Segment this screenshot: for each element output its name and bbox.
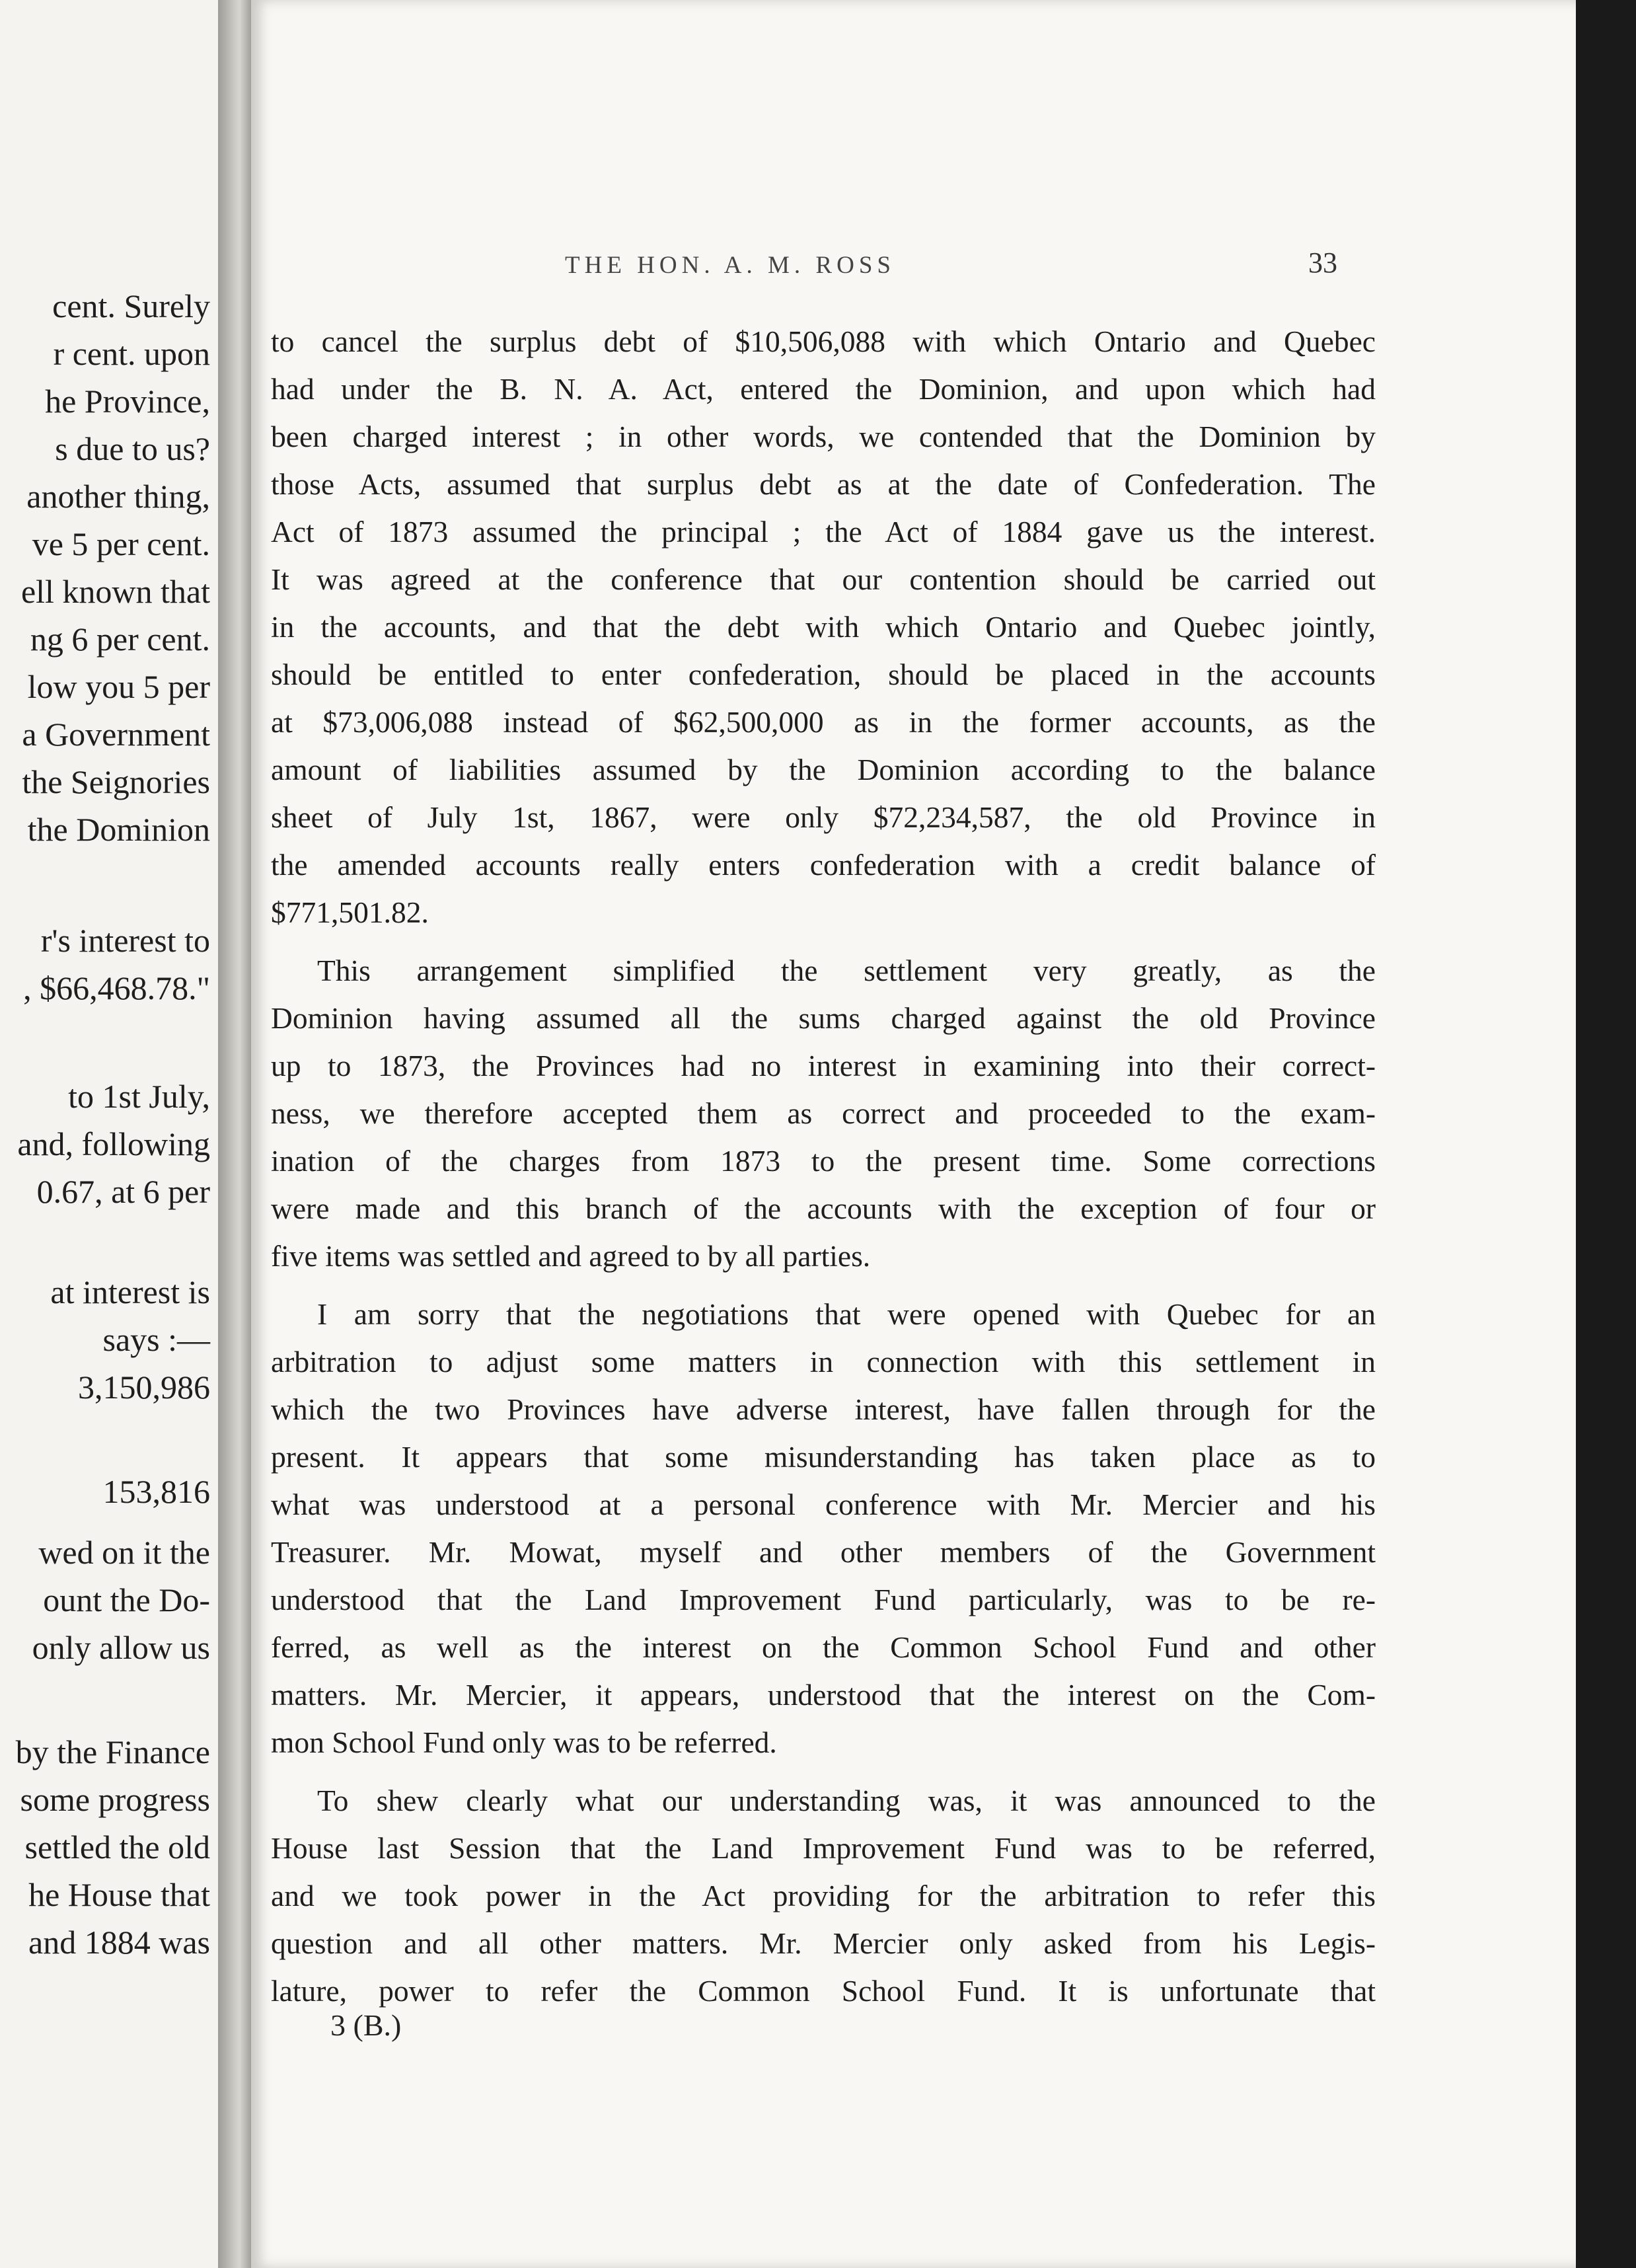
left-page-line: 3,150,986 bbox=[78, 1369, 210, 1406]
body-line: at $73,006,088 instead of $62,500,000 as in the former accounts, as the bbox=[271, 705, 1376, 739]
body-line: Treasurer. Mr. Mowat, myself and other members of the Government bbox=[271, 1535, 1376, 1569]
left-page-line: ve 5 per cent. bbox=[32, 525, 210, 562]
left-page-line: he House that bbox=[28, 1876, 210, 1913]
body-line: were made and this branch of the accounts with the exception of four or bbox=[271, 1191, 1376, 1225]
body-line: mon School Fund only was to be referred. bbox=[271, 1725, 777, 1759]
body-line: arbitration to adjust some matters in connection with this settlement in bbox=[271, 1345, 1376, 1379]
body-line: lature, power to refer the Common School Fund. It is unfortunate that bbox=[271, 1974, 1376, 2008]
body-line: those Acts, assumed that surplus debt as at the date of Confederation. The bbox=[271, 467, 1376, 501]
left-page-line: wed on it the bbox=[38, 1534, 210, 1571]
left-page-line: the Seignories bbox=[22, 763, 210, 800]
body-line: House last Session that the Land Improvement Fund was to be referred, bbox=[271, 1831, 1376, 1865]
body-line: should be entitled to enter confederation, should be placed in the accounts bbox=[271, 658, 1376, 691]
left-page-line: cent. Surely bbox=[52, 287, 210, 324]
signature-mark: 3 (B.) bbox=[330, 2008, 402, 2042]
left-page-line: only allow us bbox=[32, 1629, 210, 1666]
left-page-line: and, following bbox=[17, 1125, 210, 1162]
body-line: ferred, as well as the interest on the Common School Fund and other bbox=[271, 1630, 1376, 1664]
left-page-line: at interest is bbox=[50, 1273, 210, 1310]
body-line: which the two Provinces have adverse interest, have fallen through for the bbox=[271, 1392, 1376, 1426]
running-header: THE HON. A. M. ROSS bbox=[565, 252, 895, 279]
body-line: in the accounts, and that the debt with which Ontario and Quebec jointly, bbox=[271, 610, 1376, 644]
left-page-line: by the Finance bbox=[15, 1733, 210, 1770]
left-page-line: s due to us? bbox=[55, 430, 210, 467]
left-page-line: ell known that bbox=[20, 573, 210, 610]
left-page-line: some progress bbox=[20, 1781, 210, 1818]
body-line: present. It appears that some misunderstanding has taken place as to bbox=[271, 1440, 1376, 1474]
left-page-line: says :— bbox=[102, 1321, 210, 1358]
left-page-line: the Dominion bbox=[27, 811, 210, 848]
left-page-line: ount the Do- bbox=[43, 1581, 210, 1618]
body-line: Dominion having assumed all the sums charged against the old Province bbox=[271, 1001, 1376, 1035]
body-line: the amended accounts really enters confederation with a credit balance of bbox=[271, 848, 1376, 882]
body-line: question and all other matters. Mr. Mercier only asked from his Legis- bbox=[271, 1926, 1376, 1960]
left-page-line: , $66,468.78." bbox=[23, 969, 210, 1006]
body-line: $771,501.82. bbox=[271, 895, 429, 929]
body-line: up to 1873, the Provinces had no interest in examining into their correct- bbox=[271, 1049, 1376, 1082]
left-page-line: low you 5 per bbox=[27, 668, 210, 705]
body-line: I am sorry that the negotiations that were opened with Quebec for an bbox=[317, 1297, 1376, 1331]
left-page-line: settled the old bbox=[24, 1829, 210, 1866]
body-line: To shew clearly what our understanding was, it was announced to the bbox=[317, 1784, 1376, 1817]
page-edge bbox=[1576, 0, 1636, 2268]
left-page-line: to 1st July, bbox=[68, 1078, 210, 1115]
body-line: had under the B. N. A. Act, entered the Dominion, and upon which had bbox=[271, 372, 1376, 406]
body-line: and we took power in the Act providing for the arbitration to refer this bbox=[271, 1879, 1376, 1912]
body-line: ination of the charges from 1873 to the present time. Some corrections bbox=[271, 1144, 1376, 1178]
left-page-line: ng 6 per cent. bbox=[30, 621, 210, 658]
left-page-line: and 1884 was bbox=[28, 1924, 210, 1961]
body-line: ness, we therefore accepted them as correct and proceeded to the exam- bbox=[271, 1096, 1376, 1130]
left-page-line: r cent. upon bbox=[53, 335, 210, 372]
body-line: understood that the Land Improvement Fund particularly, was to be re- bbox=[271, 1583, 1376, 1616]
body-line: amount of liabilities assumed by the Dominion according to the balance bbox=[271, 753, 1376, 786]
body-line: matters. Mr. Mercier, it appears, understood that the interest on the Com- bbox=[271, 1678, 1376, 1712]
body-line: sheet of July 1st, 1867, were only $72,234,587, the old Province in bbox=[271, 800, 1376, 834]
body-line: been charged interest ; in other words, we contended that the Dominion by bbox=[271, 420, 1376, 453]
body-line: This arrangement simplified the settlement very greatly, as the bbox=[317, 954, 1376, 987]
left-page-line: r's interest to bbox=[40, 922, 210, 959]
body-line: It was agreed at the conference that our contention should be carried out bbox=[271, 562, 1376, 596]
page-number: 33 bbox=[1308, 246, 1337, 279]
left-page-line: 153,816 bbox=[102, 1473, 210, 1510]
left-page-line: he Province, bbox=[45, 383, 210, 420]
left-page-line: another thing, bbox=[26, 478, 210, 515]
left-page-line: a Government bbox=[22, 716, 210, 753]
body-line: to cancel the surplus debt of $10,506,088 with which Ontario and Quebec bbox=[271, 324, 1376, 358]
body-line: what was understood at a personal conference with Mr. Mercier and his bbox=[271, 1488, 1376, 1521]
left-page-line: 0.67, at 6 per bbox=[36, 1173, 210, 1210]
body-line: Act of 1873 assumed the principal ; the Act of 1884 gave us the interest. bbox=[271, 515, 1376, 548]
body-line: five items was settled and agreed to by all parties. bbox=[271, 1239, 871, 1273]
